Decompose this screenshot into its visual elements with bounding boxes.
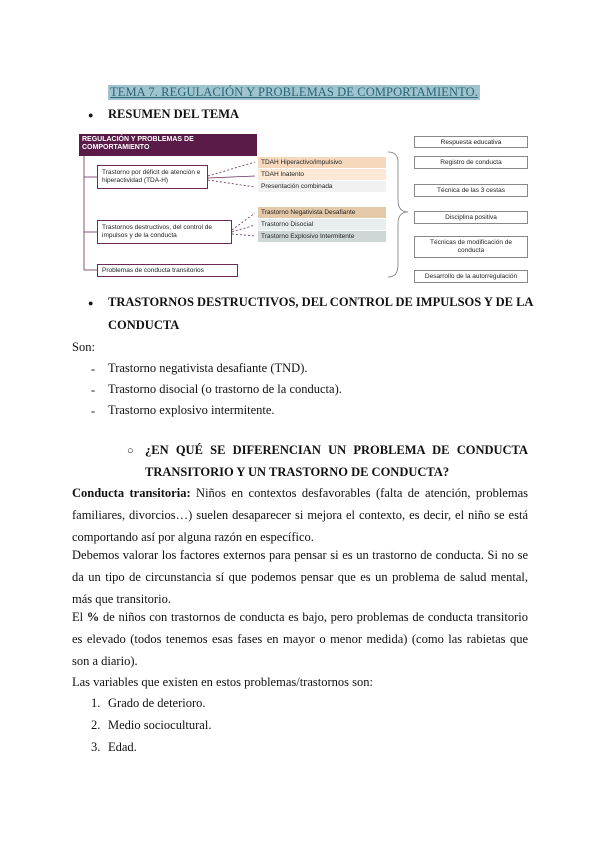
numbered-item: Grado de deterioro. xyxy=(108,696,206,710)
destructive-disorders-box: Trastornos destructivos, del control de impulsos y de la conducta xyxy=(97,220,232,244)
list-item: Trastorno negativista desafiante (TND). xyxy=(108,361,308,375)
tag-explosivo-intermitente: Trastorno Explosivo Intermitente xyxy=(258,231,386,242)
number-marker: 2. xyxy=(91,718,101,732)
right-box-autorregulacion: Desarrollo de la autorregulación xyxy=(414,270,528,283)
transitory-problems-box: Problemas de conducta transitorios xyxy=(97,264,238,277)
right-box-respuesta-educativa: Respuesta educativa xyxy=(414,136,528,148)
dash-icon: - xyxy=(91,383,96,397)
paragraph-text: Niños en contextos desfavorables (falta de atención, problemas familiares, divorcios…) suelen desaparecer si mejora el contexto, es decir, el niño se está comportando así por alguna razón en específico. xyxy=(72,486,528,544)
question-heading: ¿EN QUÉ SE DIFERENCIAN UN PROBLEMA DE CONDUCTA xyxy=(145,443,528,457)
tag-presentacion-combinada: Presentación combinada xyxy=(258,181,386,192)
bullet-icon: ● xyxy=(88,298,94,308)
term-conducta-transitoria: Conducta transitoria: xyxy=(72,486,191,500)
paragraph-porcentaje xyxy=(72,606,528,672)
tag-disocial: Trastorno Disocial xyxy=(258,219,386,230)
number-marker: 3. xyxy=(91,740,101,754)
right-box-modificacion-conducta: Técnicas de modificación de conducta xyxy=(414,236,528,258)
diagram-header: REGULACIÓN Y PROBLEMAS DE COMPORTAMIENTO xyxy=(79,134,257,156)
paragraph-factores-externos: Debemos valorar los factores externos para pensar si es un trastorno de conducta. Si no se da un tipo de circunstancia sí que podemos pensar que es un problema de salud mental, más que transitorio. xyxy=(72,548,528,606)
section-heading-trastornos-cont: CONDUCTA xyxy=(108,318,180,332)
numbered-item: Medio sociocultural. xyxy=(108,718,212,732)
paragraph-variables: Las variables que existen en estos problemas/trastornos son: xyxy=(72,675,373,689)
tag-tdah-hiperactivo: TDAH Hiperactivo/impulsivo xyxy=(258,157,386,168)
number-marker: 1. xyxy=(91,696,101,710)
right-box-registro: Registro de conducta xyxy=(414,156,528,169)
tag-negativista-desafiante: Trastorno Negativista Desafiante xyxy=(258,207,386,218)
bullet-icon: ● xyxy=(88,110,94,120)
list-item: Trastorno explosivo intermitente. xyxy=(108,403,275,417)
section-heading-resumen: RESUMEN DEL TEMA xyxy=(108,107,240,121)
paragraph-text: de niños con trastornos de conducta es bajo, pero problemas de conducta transitorio es elevado (todos tenemos esas fases en mayor o menor medida) (como las rabietas que son a diario). xyxy=(72,610,528,668)
dash-icon: - xyxy=(91,404,96,418)
numbered-item: Edad. xyxy=(108,740,137,754)
right-box-tres-cestas: Técnica de las 3 cestas xyxy=(414,184,528,197)
paragraph-conducta-transitoria xyxy=(72,482,528,548)
tag-tdah-inatento: TDAH Inatento xyxy=(258,169,386,180)
tdah-box: Trastorno por déficit de atención e hiperactividad (TDA-H) xyxy=(97,165,208,189)
paragraph-text: El xyxy=(72,610,87,624)
son-label: Son: xyxy=(72,340,95,354)
percent-symbol: % xyxy=(86,610,100,624)
dash-icon: - xyxy=(91,362,96,376)
section-heading-trastornos: TRASTORNOS DESTRUCTIVOS, DEL CONTROL DE IMPULSOS Y DE LA xyxy=(108,295,534,309)
list-item: Trastorno disocial (o trastorno de la conducta). xyxy=(108,382,342,396)
page-title: TEMA 7. REGULACIÓN Y PROBLEMAS DE COMPORTAMIENTO. xyxy=(110,85,478,99)
question-heading-cont: TRANSITORIO Y UN TRASTORNO DE CONDUCTA? xyxy=(145,465,450,479)
circle-bullet-icon: ○ xyxy=(127,445,134,457)
right-box-disciplina-positiva: Disciplina positiva xyxy=(414,211,528,224)
